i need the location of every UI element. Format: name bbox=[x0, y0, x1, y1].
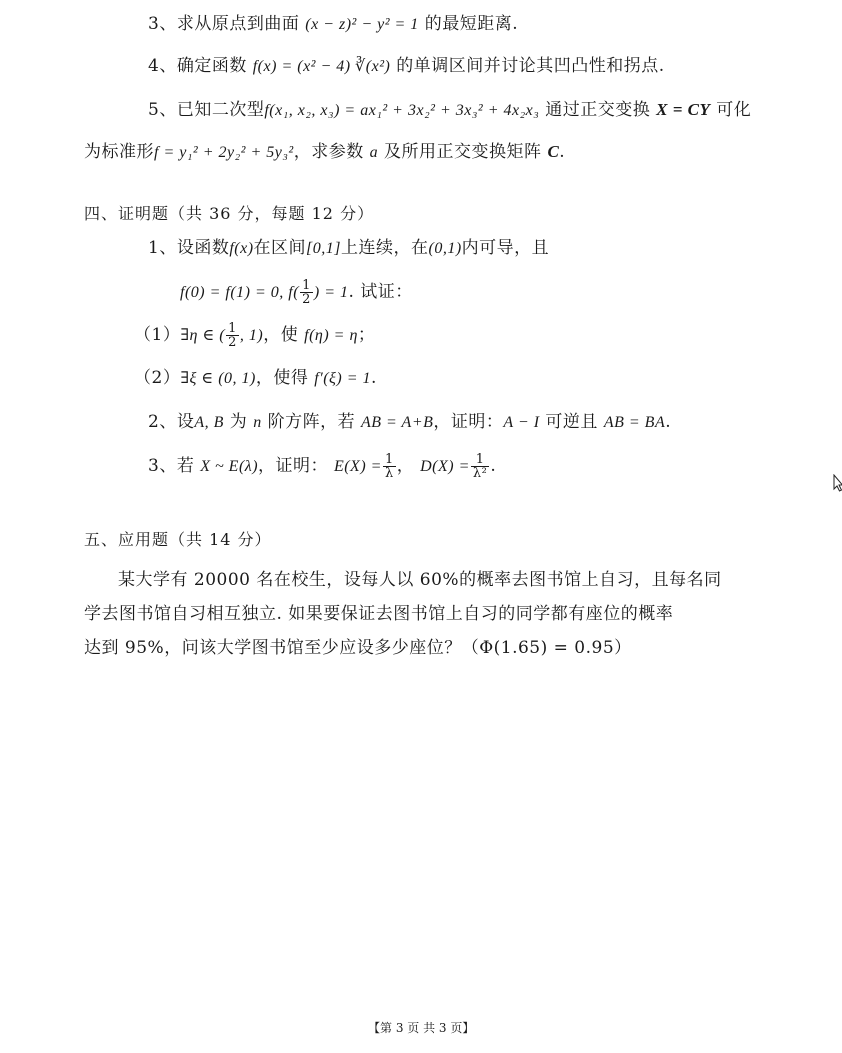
question-3-5: 5、已知二次型f(x₁, x₂, x₃) = ax₁² + 3x₂² + 3x₃² + 4x₂x₃ 通过正交变换 X = CY 可化 bbox=[148, 100, 752, 120]
application-line-3: 达到 95%，问该大学图书馆至少应设多少座位？（Φ(1.65) = 0.95） bbox=[84, 638, 632, 658]
fraction-one-over-lambda: $\frac{1}{\lambda}$ bbox=[384, 452, 394, 481]
fraction-half: $\frac{1}{2}$ bbox=[228, 321, 237, 350]
page-footer: 【第 3 页 共 3 页】 bbox=[368, 1021, 475, 1035]
proof-2: 2、设A, B 为 n 阶方阵，若 AB = A+B，证明：A − I 可逆且 AB = BA. bbox=[148, 412, 672, 432]
proof-1-condition: f(0) = f(1) = 0, f( $\frac{1}{2}$ ) = 1. 试证： bbox=[180, 278, 413, 307]
application-line-1: 某大学有 20000 名在校生，设每人以 60%的概率去图书馆上自习，且每名同 bbox=[118, 570, 722, 590]
proof-1: 1、设函数f(x)在区间[0,1]上连续，在(0,1)内可导，且 bbox=[148, 238, 550, 258]
proof-1-part-1: （1）∃η ∈ ( $\frac{1}{2}$ , 1)，使 f(η) = η； bbox=[134, 321, 376, 350]
proof-3: 3、若 X ~ E(λ)，证明： E(X) = $\frac{1}{\lambda}$ ， D(X) = $\frac{1}{\text{λ²}}$ . bbox=[148, 452, 497, 481]
proof-1-part-2: （2）∃ξ ∈ (0, 1)，使得 f′(ξ) = 1. bbox=[134, 368, 377, 388]
question-3-3: 3、求从原点到曲面 (x − z)² − y² = 1 的最短距离. bbox=[148, 14, 519, 34]
fraction-one-over-lambda-squared: $\frac{1}{\text{λ²}}$ bbox=[472, 452, 488, 481]
question-3-4: 4、确定函数 f(x) = (x² − 4) ∛(x²) 的单调区间并讨论其凹凸性和拐点. bbox=[148, 56, 665, 76]
mouse-cursor-icon bbox=[833, 474, 842, 492]
question-3-5-cont: 为标准形f = y₁² + 2y₂² + 5y₃²，求参数 a 及所用正交变换矩阵 C. bbox=[84, 142, 566, 162]
section-5-title: 五、应用题（共 14 分） bbox=[84, 530, 272, 549]
section-4-title: 四、证明题（共 36 分，每题 12 分） bbox=[84, 204, 375, 223]
application-line-2: 学去图书馆自习相互独立. 如果要保证去图书馆上自习的同学都有座位的概率 bbox=[84, 604, 674, 624]
fraction-half: $\frac{1}{2}$ bbox=[302, 278, 311, 307]
